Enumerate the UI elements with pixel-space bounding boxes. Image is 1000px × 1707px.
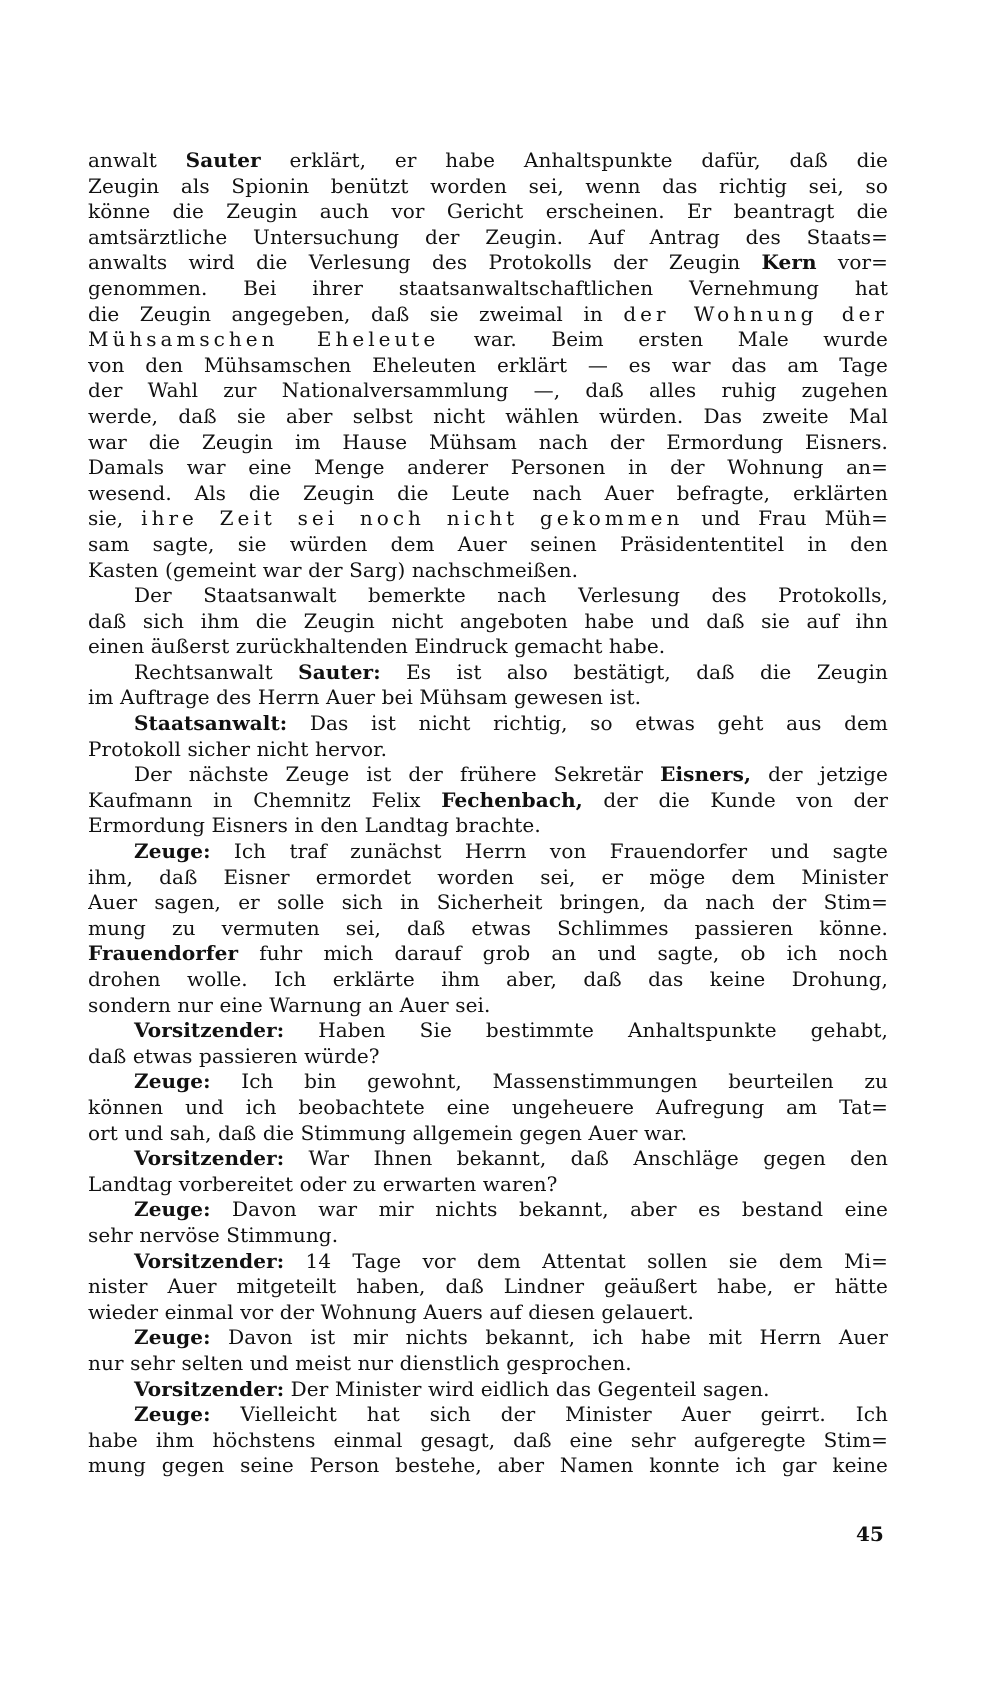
speaker-name: Eisners, [660,762,752,787]
text-run: fuhr mich darauf grob an und sagte, ob ich noch [238,941,888,966]
text-run: sie, [88,506,142,531]
text-line [88,148,888,174]
text-run: mung zu vermuten sei, daß etwas Schlimmes passieren könne. [88,915,888,940]
text-line [88,737,888,763]
text-run: im Auftrage des Herrn Auer bei Mühsam gewesen ist. [88,685,642,710]
text-run: drohen wolle. Ich erklärte ihm aber, daß das keine Drohung, [88,967,888,991]
text-run: 14 Tage vor dem Attentat sollen sie dem Mi= [284,1248,888,1273]
text-run: Auer sagen, er solle sich in Sicherheit bringen, da nach der Stim= [88,890,888,915]
text-line [88,199,888,225]
text-run: anwalts wird die Verlesung des Protokolls der Zeugin [88,250,762,275]
text-run: wieder einmal vor der Wohnung Auers auf diesen gelauert. [88,1299,694,1324]
text-line [88,404,888,430]
text-run: einen äußerst zurückhaltenden Eindruck gemacht habe. [88,634,666,659]
page-number: 45 [856,1522,884,1546]
text-run: Vielleicht hat sich der Minister Auer geirrt. Ich [210,1402,888,1427]
speaker-name: Zeuge: [134,1402,211,1427]
text-line [88,788,888,814]
text-run: sehr nervöse Stimmung. [88,1222,339,1247]
text-line [88,353,888,379]
text-line [88,1223,888,1249]
speaker-name: Sauter [185,148,261,172]
text-line [88,1044,888,1070]
text-run: Damals war eine Menge anderer Personen in der Wohnung an= [88,455,888,480]
speaker-name: Zeuge: [134,1325,211,1350]
text-run: genommen. Bei ihrer staatsanwaltschaftlichen Vernehmung hat [88,275,888,300]
text-line [88,1197,888,1223]
text-run: ort und sah, daß die Stimmung allgemein gegen Auer war. [88,1120,688,1145]
text-run: die Zeugin angegeben, daß sie zweimal in [88,301,624,326]
text-line [88,1453,888,1479]
text-line [88,941,888,967]
text-run: war die Zeugin im Hause Mühsam nach der Ermordung Eisners. [88,429,888,454]
text-line [88,1018,888,1044]
text-line [88,993,888,1019]
text-line [88,1325,888,1351]
text-line [88,609,888,635]
text-line [88,711,888,737]
text-line [88,276,888,302]
text-line [88,813,888,839]
text-run: habe ihm höchstens einmal gesagt, daß eine sehr aufgeregte Stim= [88,1427,888,1452]
speaker-name: Vorsitzender: [134,1376,285,1401]
text-line [88,1274,888,1300]
text-line [88,302,888,328]
text-run: daß etwas passieren würde? [88,1043,380,1068]
text-run: Ermordung Eisners in den Landtag brachte. [88,813,541,838]
text-run: Rechtsanwalt [134,659,299,684]
text-run: daß sich ihm die Zeugin nicht angeboten habe und daß sie auf ihn [88,608,888,633]
text-line [88,685,888,711]
speaker-name: Vorsitzender: [134,1146,285,1171]
text-run: wesend. Als die Zeugin die Leute nach Auer befragte, erklärten [88,480,888,505]
text-run: Ich bin gewohnt, Massenstimmungen beurteilen zu [210,1069,888,1094]
speaker-name: Frauendorfer [88,941,239,966]
text-run: Kaufmann in Chemnitz Felix [88,787,442,812]
text-line [88,532,888,558]
text-run: Ich traf zunächst Herrn von Frauendorfer und sagte [210,839,888,864]
text-run: Das ist nicht richtig, so etwas geht aus dem [287,711,888,736]
text-run: Davon war mir nichts bekannt, aber es bestand eine [210,1197,888,1222]
text-line [88,583,888,609]
speaker-name: Zeuge: [134,1197,211,1222]
text-run: war. Beim ersten Male wurde [439,327,888,352]
speaker-name: Zeuge: [134,1069,211,1094]
text-run: Protokoll sicher nicht hervor. [88,736,388,761]
speaker-name: Zeuge: [134,839,211,864]
text-run: der jetzige [751,762,888,787]
text-line [88,327,888,353]
text-line [88,174,888,200]
text-line [88,430,888,456]
text-line [88,1377,888,1403]
text-line [88,378,888,404]
text-run: sondern nur eine Warnung an Auer sei. [88,992,491,1017]
text-line [88,1146,888,1172]
text-run: der Wahl zur Nationalversammlung —, daß alles ruhig zugehen [88,378,888,403]
text-run: nister Auer mitgeteilt haben, daß Lindner geäußert habe, er hätte [88,1274,888,1299]
body-text [88,148,888,1479]
speaker-name: Kern [761,250,817,275]
text-line [88,967,888,993]
spaced-emphasis: der Wohnung der [623,301,888,326]
text-run: Der Staatsanwalt bemerkte nach Verlesung des Protokolls, [134,583,888,608]
text-run: ihm, daß Eisner ermordet worden sei, er möge dem Minister [88,864,888,889]
text-line [88,634,888,660]
text-run: amtsärztliche Untersuchung der Zeugin. Auf Antrag des Staats= [88,224,888,249]
text-line [88,1069,888,1095]
text-run: Davon ist mir nichts bekannt, ich habe mit Herrn Auer [210,1325,888,1350]
text-line [88,225,888,251]
text-line [88,1300,888,1326]
text-run: nur sehr selten und meist nur dienstlich gesprochen. [88,1350,632,1375]
text-line [88,1172,888,1198]
text-run: werde, daß sie aber selbst nicht wählen würden. Das zweite Mal [88,403,888,428]
text-line [88,660,888,686]
text-line [88,1428,888,1454]
text-run: von den Mühsamschen Eheleuten erklärt — es war das am Tage [88,352,888,377]
text-line [88,558,888,584]
text-line [88,250,888,276]
text-run: Haben Sie bestimmte Anhaltspunkte gehabt, [284,1018,888,1043]
text-run: War Ihnen bekannt, daß Anschläge gegen den [284,1146,888,1171]
speaker-name: Fechenbach, [441,787,583,812]
text-line [88,762,888,788]
text-line [88,916,888,942]
text-run: Der nächste Zeuge ist der frühere Sekretär [134,762,661,787]
text-run: Es ist also bestätigt, daß die Zeugin [380,659,888,684]
speaker-name: Sauter: [298,659,381,684]
text-line [88,890,888,916]
text-line [88,1121,888,1147]
text-run: vor= [816,250,888,275]
text-run: erklärt, er habe Anhaltspunkte dafür, daß die [260,148,888,172]
text-line [88,1402,888,1428]
spaced-emphasis: ihre Zeit sei noch nicht gekommen [141,506,684,531]
speaker-name: Vorsitzender: [134,1248,285,1273]
text-line [88,506,888,532]
text-run: Landtag vorbereitet oder zu erwarten waren? [88,1171,558,1196]
text-run: könne die Zeugin auch vor Gericht erscheinen. Er beantragt die [88,199,888,224]
text-line [88,1249,888,1275]
text-run: Kasten (gemeint war der Sarg) nachschmeißen. [88,557,579,582]
text-run: Der Minister wird eidlich das Gegenteil sagen. [284,1376,770,1401]
text-line [88,481,888,507]
text-line [88,1351,888,1377]
spaced-emphasis: Mühsamschen Eheleute [88,327,440,352]
text-run: mung gegen seine Person bestehe, aber Namen konnte ich gar keine [88,1453,888,1478]
text-run: Zeugin als Spionin benützt worden sei, wenn das richtig sei, so [88,173,888,198]
text-run: der die Kunde von der [582,787,888,812]
text-line [88,455,888,481]
speaker-name: Staatsanwalt: [134,711,288,736]
text-run: und Frau Müh= [683,506,888,531]
text-line [88,1095,888,1121]
text-line [88,839,888,865]
text-run: können und ich beobachtete eine ungeheuere Aufregung am Tat= [88,1094,888,1119]
text-line [88,865,888,891]
text-run: anwalt [88,148,186,172]
speaker-name: Vorsitzender: [134,1018,285,1043]
text-run: sam sagte, sie würden dem Auer seinen Präsidententitel in den [88,531,888,556]
